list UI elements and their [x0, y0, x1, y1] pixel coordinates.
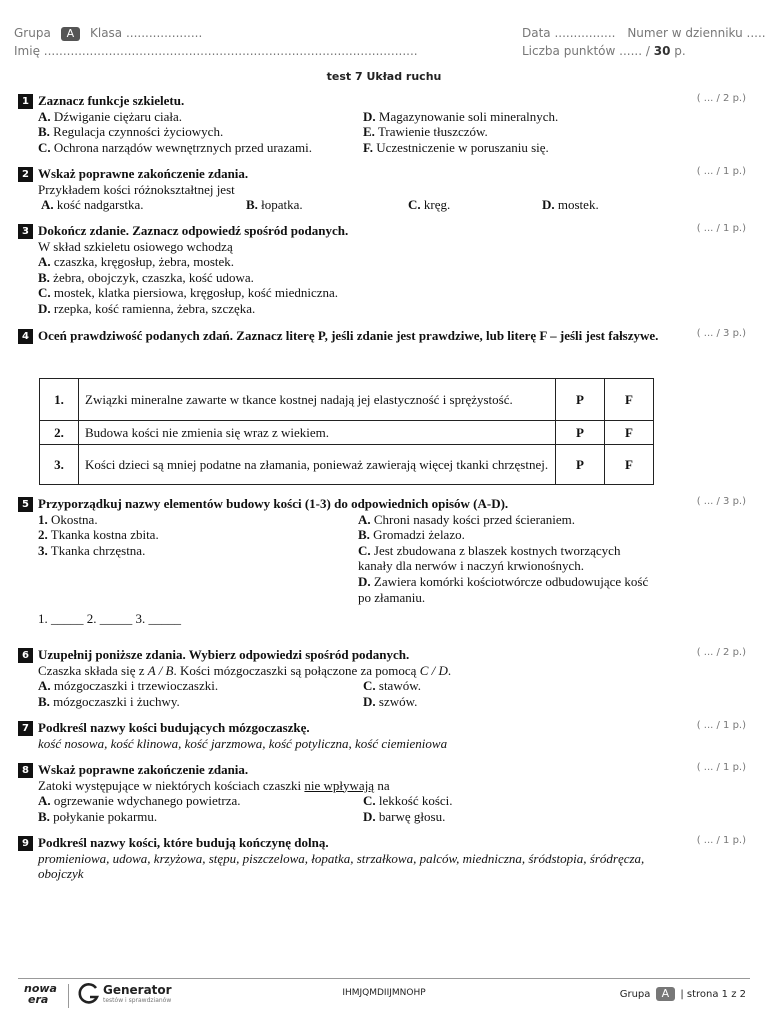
element-2: 2. Tkanka kostna zbita. — [38, 527, 159, 543]
true-option[interactable]: P — [556, 421, 605, 445]
question-3 — [18, 223, 748, 317]
true-false-table — [39, 378, 654, 485]
points-label: Liczba punktów ...... / — [522, 44, 650, 58]
group-label: Grupa — [14, 26, 51, 40]
date-field: Data ................ — [522, 26, 616, 40]
question-stem: W skład szkieletu osiowego wchodzą — [38, 238, 233, 254]
option-a[interactable]: A. czaszka, kręgosłup, żebra, mostek. — [38, 254, 235, 270]
option-c[interactable]: C. lekkość kości. — [363, 793, 453, 809]
class-field: Klasa .................... — [90, 26, 203, 40]
option-d[interactable]: D. szwów. — [363, 693, 418, 709]
question-points: ( ... / 1 p.) — [696, 762, 746, 773]
table-row — [40, 445, 654, 485]
option-c[interactable]: C. mostek, klatka piersiowa, kręgosłup, kość miedniczna. — [38, 285, 339, 301]
statement: Budowa kości nie zmienia się wraz z wiekiem. — [79, 421, 556, 445]
test-title: test 7 Układ ruchu — [326, 70, 442, 83]
question-number: 3 — [18, 224, 33, 239]
points-total: 30 — [653, 44, 671, 58]
question-6 — [18, 647, 748, 709]
footer-divider — [18, 978, 750, 979]
row-number: 3. — [40, 445, 79, 485]
question-title: Dokończ zdanie. Zaznacz odpowiedź spośród podanych. — [38, 223, 349, 238]
question-points: ( ... / 2 p.) — [696, 647, 746, 658]
points-field — [522, 44, 686, 58]
option-c[interactable]: C. stawów. — [363, 678, 422, 694]
question-9 — [18, 835, 748, 882]
question-title: Wskaż poprawne zakończenie zdania. — [38, 166, 249, 181]
question-title: Podkreśl nazwy kości, które budują kończynę dolną. — [38, 835, 329, 850]
footer-group-label: Grupa — [619, 989, 651, 1000]
group-field — [14, 26, 202, 41]
option-b[interactable]: B. żebra, obojczyk, czaszka, kość udowa. — [38, 269, 254, 285]
statement: Związki mineralne zawarte w tkance kostnej nadają jej elastyczność i sprężystość. — [79, 379, 556, 421]
element-1: 1. Okostna. — [38, 511, 98, 527]
statement: Kości dzieci są mniej podatne na złamania, ponieważ zawierają więcej tkanki chrzęstnej. — [79, 445, 556, 485]
table-row — [40, 421, 654, 445]
bone-list[interactable]: promieniowa, udowa, krzyżowa, stępu, piszczelowa, łopatka, strzałkowa, palców, miedniczna, śródstopia, śródręcza, obojczyk — [38, 850, 645, 882]
question-8 — [18, 762, 748, 824]
date-register-field — [522, 26, 766, 40]
question-points: ( ... / 3 p.) — [696, 496, 746, 507]
group-badge: A — [61, 27, 81, 41]
description-b: B. Gromadzi żelazo. — [358, 527, 465, 543]
question-number: 5 — [18, 497, 33, 512]
question-number: 7 — [18, 721, 33, 736]
question-points: ( ... / 1 p.) — [696, 166, 746, 177]
question-points: ( ... / 3 p.) — [696, 328, 746, 339]
false-option[interactable]: F — [605, 379, 654, 421]
option-d[interactable]: D. mostek. — [542, 197, 599, 213]
question-number: 1 — [18, 94, 33, 109]
option-a[interactable]: A. ogrzewanie wdychanego powietrza. — [38, 793, 241, 809]
question-stem: Zatoki występujące w niektórych kościach czaszki nie wpływają na — [38, 777, 390, 793]
option-c[interactable]: C. Ochrona narządów wewnętrznych przed urazami. — [38, 139, 312, 155]
question-title: Uzupełnij poniższe zdania. Wybierz odpowiedzi spośród podanych. — [38, 647, 410, 662]
option-a[interactable]: A. Dźwiganie ciężaru ciała. — [38, 108, 183, 124]
question-points: ( ... / 1 p.) — [696, 223, 746, 234]
question-number: 8 — [18, 763, 33, 778]
question-number: 6 — [18, 648, 33, 663]
question-title: Oceń prawdziwość podanych zdań. Zaznacz literę P, jeśli zdanie jest prawdziwe, lub literę F – jeśli jest fałszywe. — [38, 328, 659, 343]
description-c: C. Jest zbudowana z blaszek kostnych tworzących kanały dla nerwów i naczyń krwionośnych. — [358, 542, 621, 574]
option-b[interactable]: B. połykanie pokarmu. — [38, 808, 158, 824]
option-b[interactable]: B. łopatka. — [246, 197, 303, 213]
question-title: Wskaż poprawne zakończenie zdania. — [38, 762, 249, 777]
option-d[interactable]: D. Magazynowanie soli mineralnych. — [363, 108, 559, 124]
question-4 — [18, 328, 748, 344]
test-code: IHMJQMDIIJMNOHP — [342, 988, 426, 998]
footer-group-badge: A — [656, 987, 676, 1001]
description-a: A. Chroni nasady kości przed ścieraniem. — [358, 511, 575, 527]
true-option[interactable]: P — [556, 445, 605, 485]
element-3: 3. Tkanka chrzęstna. — [38, 542, 146, 558]
option-c[interactable]: C. kręg. — [408, 197, 451, 213]
points-suffix: p. — [674, 44, 686, 58]
question-2 — [18, 166, 748, 213]
question-title: Przyporządkuj nazwy elementów budowy kości (1-3) do odpowiednich opisów (A-D). — [38, 496, 509, 511]
question-stem: Czaszka składa się z A / B. Kości mózgoczaszki są połączone za pomocą C / D. — [38, 662, 452, 678]
option-d[interactable]: D. barwę głosu. — [363, 808, 446, 824]
false-option[interactable]: F — [605, 421, 654, 445]
question-number: 2 — [18, 167, 33, 182]
true-option[interactable]: P — [556, 379, 605, 421]
question-points: ( ... / 1 p.) — [696, 835, 746, 846]
description-d: D. Zawiera komórki kościotwórcze odbudowujące kość po złamaniu. — [358, 573, 649, 605]
answer-line[interactable]: 1. _____ 2. _____ 3. _____ — [38, 611, 181, 627]
register-field: Numer w dzienniku ..... — [627, 26, 766, 40]
false-option[interactable]: F — [605, 445, 654, 485]
generator-title: Generator — [103, 983, 172, 997]
question-number: 4 — [18, 329, 33, 344]
question-points: ( ... / 1 p.) — [696, 720, 746, 731]
question-5 — [18, 496, 748, 627]
table-row — [40, 379, 654, 421]
option-a[interactable]: A. kość nadgarstka. — [41, 197, 144, 213]
question-title: Podkreśl nazwy kości budujących mózgoczaszkę. — [38, 720, 310, 735]
option-b[interactable]: B. mózgoczaszki i żuchwy. — [38, 693, 180, 709]
generator-subtitle: testów i sprawdzianów — [103, 997, 172, 1004]
option-b[interactable]: B. Regulacja czynności życiowych. — [38, 124, 224, 140]
row-number: 1. — [40, 379, 79, 421]
row-number: 2. — [40, 421, 79, 445]
question-points: ( ... / 2 p.) — [696, 93, 746, 104]
nowa-era-logo: nowa era — [24, 982, 57, 1006]
bone-list[interactable]: kość nosowa, kość klinowa, kość jarzmowa, kość potyliczna, kość ciemieniowa — [38, 735, 448, 751]
question-number: 9 — [18, 836, 33, 851]
page-number: | strona 1 z 2 — [680, 989, 746, 1000]
name-field: Imię .................................................................................................. — [14, 44, 418, 58]
option-e[interactable]: E. Trawienie tłuszczów. — [363, 124, 488, 140]
footer-page-info — [620, 987, 746, 1001]
question-7 — [18, 720, 748, 751]
question-stem: Przykładem kości różnokształtnej jest — [38, 181, 235, 197]
question-1 — [18, 93, 748, 155]
option-a[interactable]: A. mózgoczaszki i trzewioczaszki. — [38, 678, 219, 694]
option-d[interactable]: D. rzepka, kość ramienna, żebra, szczęka. — [38, 300, 256, 316]
option-f[interactable]: F. Uczestniczenie w poruszaniu się. — [363, 139, 549, 155]
question-title: Zaznacz funkcje szkieletu. — [38, 93, 185, 108]
